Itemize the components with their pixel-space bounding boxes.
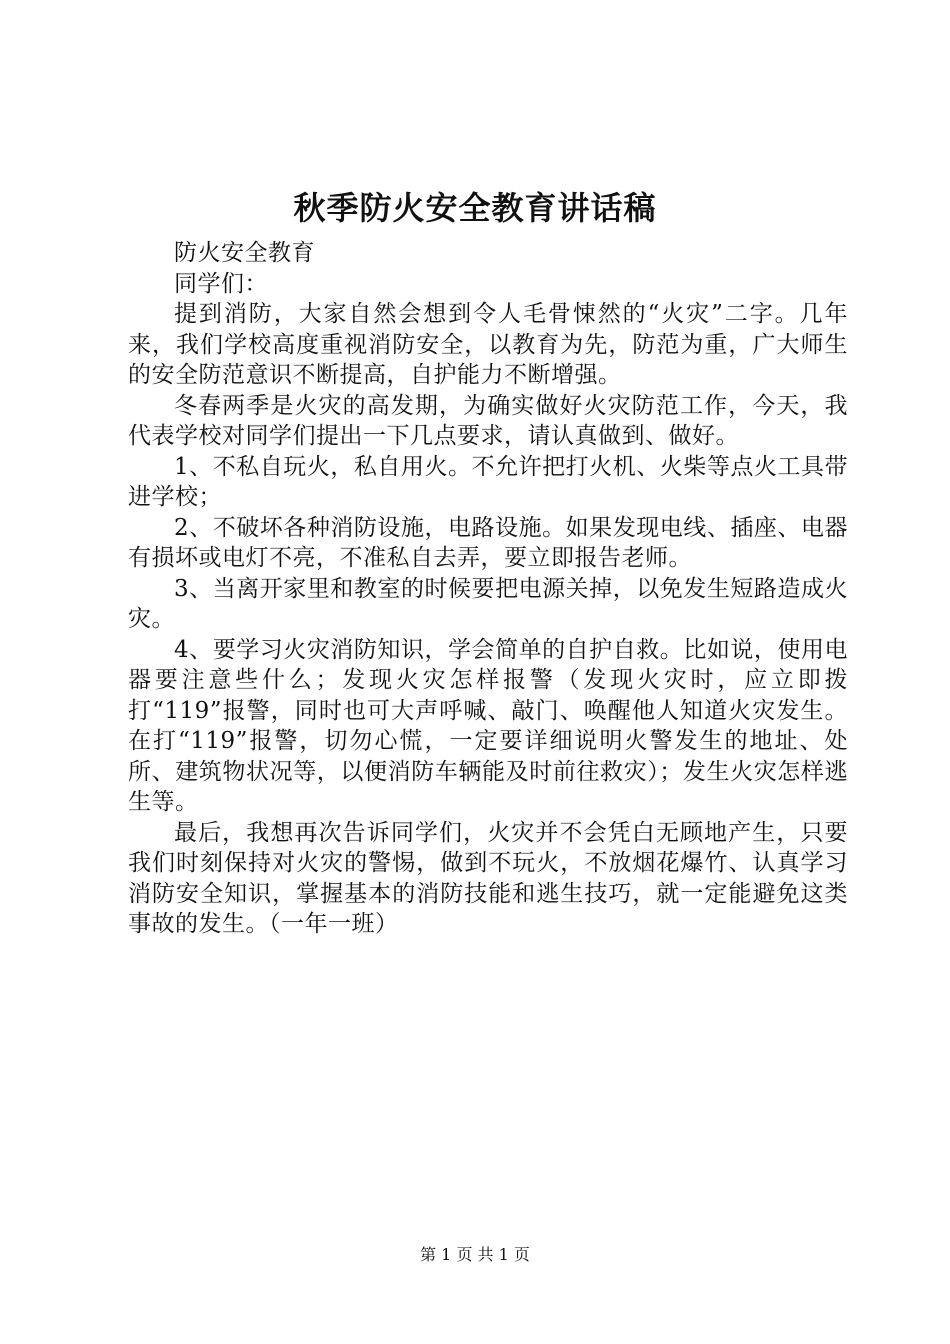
page-number-footer: 第 1 页 共 1 页	[420, 1245, 530, 1264]
paragraph-item-3: 3、当离开家里和教室的时候要把电源关掉，以免发生短路造成火灾。	[128, 575, 848, 632]
paragraph-intro: 提到消防，大家自然会想到令人毛骨悚然的“火灾”二字。几年来，我们学校高度重视消防安全，以教育为先，防范为重，广大师生的安全防范意识不断提高，自护能力不断增强。	[128, 301, 848, 388]
document-title: 秋季防火安全教育讲话稿	[293, 189, 657, 227]
paragraph-item-1: 1、不私自玩火，私自用火。不允许把打火机、火柴等点火工具带进学校；	[128, 453, 848, 510]
paragraph-item-2: 2、不破坏各种消防设施，电路设施。如果发现电线、插座、电器有损坏或电灯不亮，不准私自去弄，要立即报告老师。	[128, 514, 848, 571]
paragraph-closing: 最后，我想再次告诉同学们，火灾并不会凭白无顾地产生，只要我们时刻保持对火灾的警惕，做到不玩火，不放烟花爆竹、认真学习消防安全知识，掌握基本的消防技能和逃生技巧，就一定能避免这类事故的发生。（一年一班）	[128, 819, 848, 937]
paragraph-requirements-intro: 冬春两季是火灾的高发期，为确实做好火灾防范工作，今天，我代表学校对同学们提出一下几点要求，请认真做到、做好。	[128, 392, 848, 449]
paragraph-salutation: 同学们：	[174, 270, 268, 297]
paragraph-item-4: 4、要学习火灾消防知识，学会简单的自护自救。比如说，使用电器要注意些什么；发现火灾怎样报警（发现火灾时，应立即拨打“119”报警，同时也可大声呼喊、敲门、唤醒他人知道火灾发生。在打“119”报警，切勿心慌，一定要详细说明火警发生的地址、处所、建筑物状况等，以便消防车辆能及时前往救灾）；发生火灾怎样逃生等。	[128, 636, 848, 815]
paragraph-heading: 防火安全教育	[174, 240, 315, 266]
document-body	[128, 238, 848, 940]
